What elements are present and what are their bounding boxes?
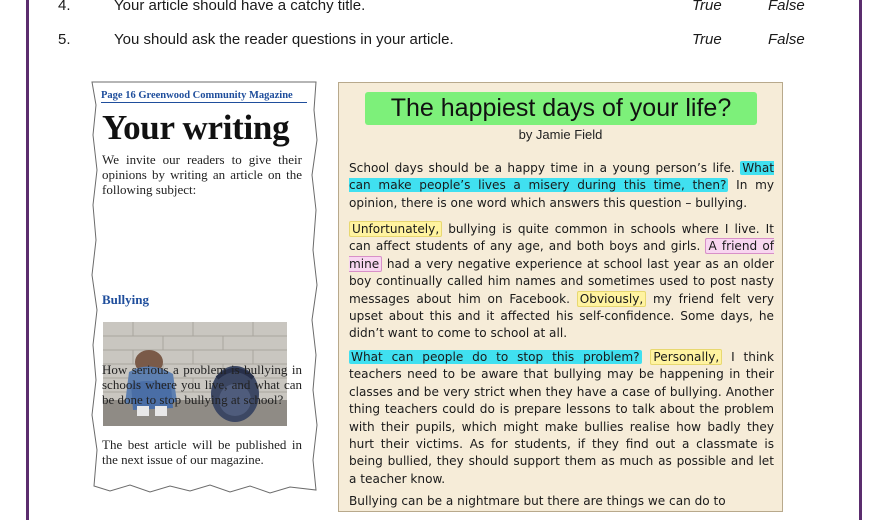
text: had a very negative experience at school last year as an older boy continually called him names and sometimes used to post nasty messages about him on Facebook. bbox=[349, 256, 774, 306]
magazine-closing: The best article will be published in the next issue of our magazine. bbox=[102, 437, 302, 467]
question-number: 5. bbox=[58, 31, 71, 48]
magazine-question: How serious a problem is bullying in schools where you live, and what can be done to stop bullying at school? bbox=[102, 362, 302, 407]
false-option[interactable]: False bbox=[768, 0, 805, 14]
article-paragraph-1 bbox=[349, 160, 774, 212]
article-paragraph-4: Bullying can be a nightmare but there are things we can do to bbox=[349, 494, 726, 508]
highlight-rhetorical-question: What can make people’s lives a misery during this time, then? bbox=[349, 161, 774, 193]
question-text: Your article should have a catchy title. bbox=[114, 0, 366, 14]
article-paragraph-3 bbox=[349, 349, 774, 488]
true-option[interactable]: True bbox=[692, 0, 722, 14]
magazine-subject: Bullying bbox=[102, 292, 149, 307]
sample-article bbox=[338, 82, 783, 512]
magazine-intro: We invite our readers to give their opinions by writing an article on the following subject: bbox=[102, 152, 302, 197]
magazine-header: Page 16 Greenwood Community Magazine bbox=[101, 90, 307, 103]
highlight-rhetorical-question: What can people do to stop this problem? bbox=[351, 350, 640, 364]
article-paragraph-2 bbox=[349, 221, 774, 343]
highlight-linking-word: Obviously, bbox=[577, 291, 646, 307]
highlight-example: A friend of mine bbox=[349, 239, 774, 271]
highlight-linking-word: Personally, bbox=[650, 349, 722, 365]
question-number: 4. bbox=[58, 0, 71, 14]
true-option[interactable]: True bbox=[692, 31, 722, 48]
highlight-linking-word: Unfortunately, bbox=[349, 221, 442, 237]
false-option[interactable]: False bbox=[768, 31, 805, 48]
text: I think teachers need to be aware that bullying may be happening in their classes and be very strict when they have a case of bullying. Another thing teachers could do is prepare lessons to talk about the problem with their pupils, which might make bullies realise how badly they hurt their victims. As for students, if they find out a classmate is being bullied, they should support them as much as possible and let a teacher know. bbox=[349, 350, 774, 486]
magazine-clipping bbox=[90, 80, 318, 495]
text: In my opinion, there is one word which answers this question – bullying. bbox=[349, 178, 775, 210]
text: my friend felt very upset about this and it affected his self-confidence. Some days, he didn’t want to come to school at all. bbox=[349, 291, 774, 341]
question-text: You should ask the reader questions in your article. bbox=[114, 31, 454, 48]
magazine-title: Your writing bbox=[102, 108, 290, 147]
article-title: The happiest days of your life? bbox=[365, 92, 757, 125]
article-byline: by Jamie Field bbox=[518, 127, 603, 142]
text: School days should be a happy time in a young person’s life. bbox=[349, 161, 741, 175]
text: bullying is quite common in schools where I live. It can affect students of any age, and both boys and girls. bbox=[349, 222, 774, 254]
